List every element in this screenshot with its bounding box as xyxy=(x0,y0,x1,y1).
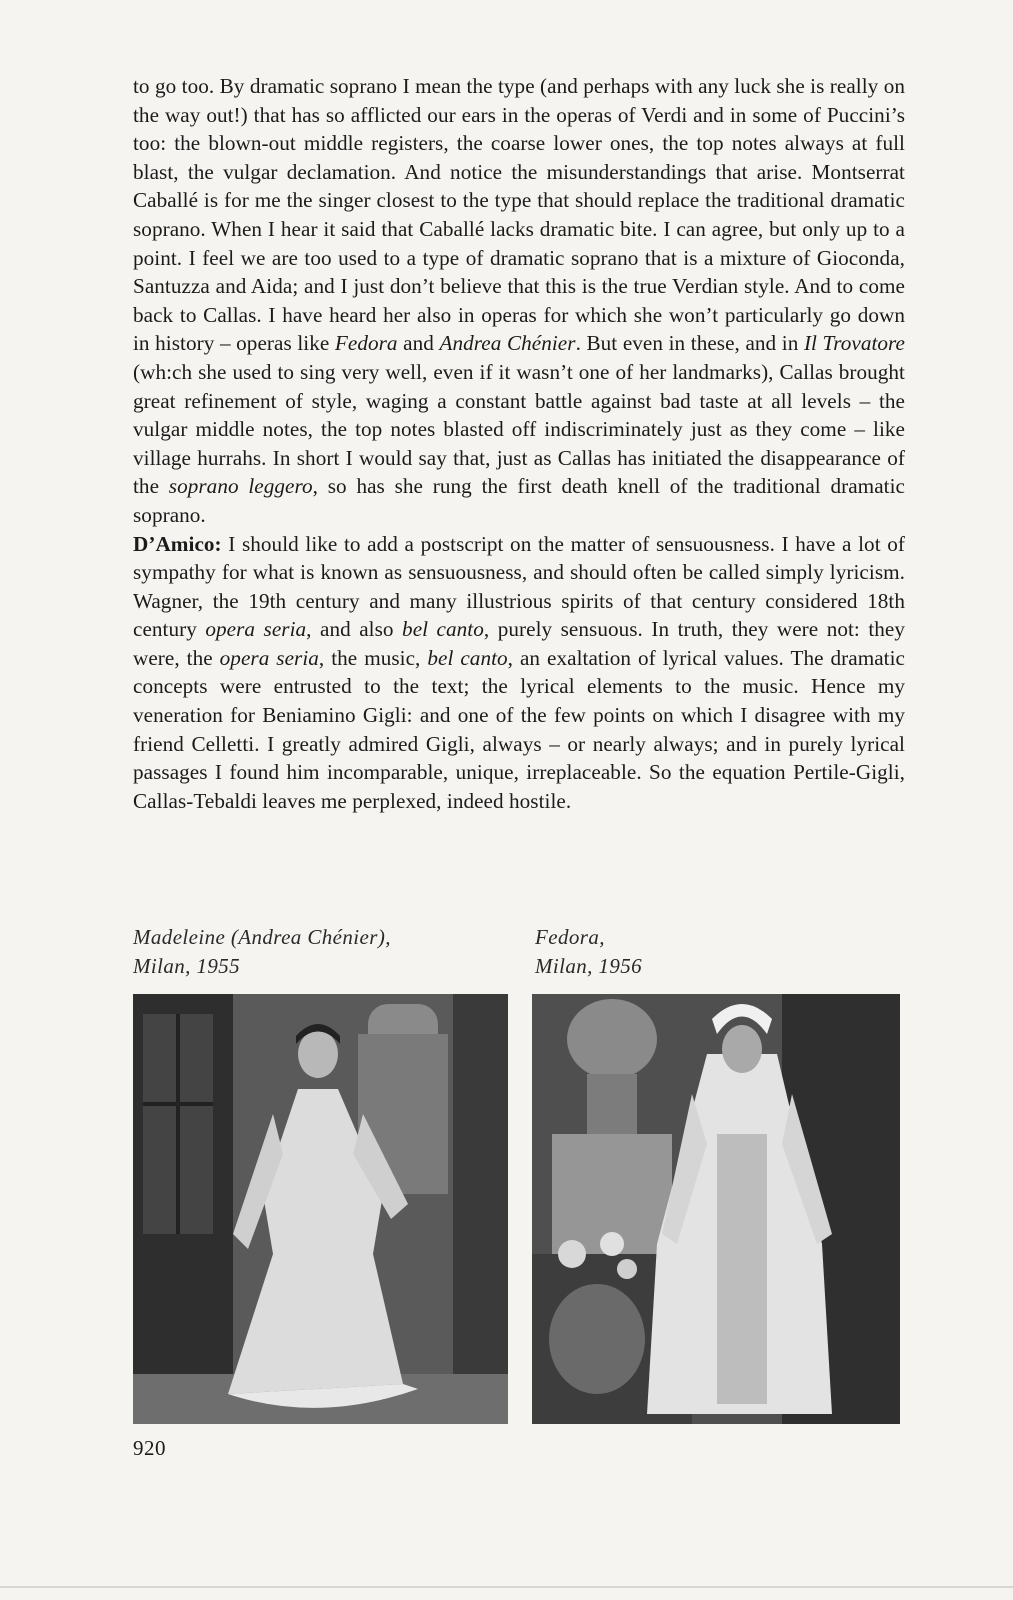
caption-right-line1: Fedora, xyxy=(535,925,605,949)
caption-right-line2: Milan, 1956 xyxy=(535,954,643,978)
paragraph-1: to go too. By dramatic soprano I mean the type (and perhaps with any luck she is really on the way out!) that has so afflicted our ears in the operas of Verdi and in some of Puccini’s too: the blown-out middle registers, the coarse lower ones, the top notes always at full blast, the vulgar declamation. And notice the misunderstandings that arise. Montserrat Caballé is for me the singer closest to the type that should replace the traditional dramatic soprano. When I hear it said that Caballé lacks dramatic bite. I can agree, but only up to a point. I feel we are too used to a type of dramatic soprano that is a mixture of Gioconda, Santuzza and Aida; and I just don’t believe that this is the true Verdian style. And to come back to Callas. I have heard her also in operas for which she won’t particularly go down in history – operas like Fedora and Andrea Chénier. But even in these, and in Il Trovatore (wh:ch she used to sing very well, even if it wasn’t one of her landmarks), Callas brought great refinement of style, waging a constant battle against bad taste at all levels – the vulgar middle notes, the top notes blasted off indiscriminately just as they come – like village hurrahs. In short I would say that, just as Callas has initiated the disappearance of the soprano leggero, so has she rung the first death knell of the traditional dramatic soprano. xyxy=(133,74,906,527)
page-edge xyxy=(0,1586,1013,1588)
page-number: 920 xyxy=(133,1436,166,1460)
photo-madeleine-image xyxy=(133,994,508,1424)
italic-term: bel canto xyxy=(427,645,508,670)
italic-term: bel canto xyxy=(402,617,484,642)
photo-fedora-image xyxy=(532,994,900,1424)
photo-madeleine xyxy=(133,994,508,1424)
caption-left-line2: Milan, 1955 xyxy=(133,954,241,978)
italic-term: soprano leggero xyxy=(168,474,313,499)
italic-term: Andrea Chénier xyxy=(439,331,576,356)
photo-fedora xyxy=(532,994,900,1424)
caption-right xyxy=(535,923,642,981)
caption-left-line1: Madeleine (Andrea Chénier), xyxy=(133,925,391,949)
body-text xyxy=(133,72,905,815)
speaker-name: D’Amico: xyxy=(133,531,222,556)
paragraph-2-text: I should like to add a postscript on the matter of sensuousness. I have a lot of sympathy for what is known as sensuousness, and should often be called simply lyricism. Wagner, the 19th century and many illustrious spirits of that century considered 18th century opera seria, and also bel canto, purely sensuous. In truth, they were not: they were, the opera seria, the music, bel canto, an exaltation of lyrical values. The dramatic concepts were entrusted to the text; the lyrical elements to the music. Hence my veneration for Beniamino Gigli: and one of the few points on which I disagree with my friend Celletti. I greatly admired Gigli, always – or nearly always; and in purely lyrical passages I found him incomparable, unique, irreplaceable. So the equation Pertile-Gigli, Callas-Tebaldi leaves me perplexed, indeed hostile. xyxy=(133,531,906,813)
caption-left xyxy=(133,923,391,981)
italic-term: opera seria xyxy=(205,617,307,642)
paragraph-2 xyxy=(133,530,905,816)
italic-term: opera seria xyxy=(219,645,319,670)
italic-term: Il Trovatore xyxy=(803,331,906,356)
italic-term: Fedora xyxy=(334,331,398,356)
